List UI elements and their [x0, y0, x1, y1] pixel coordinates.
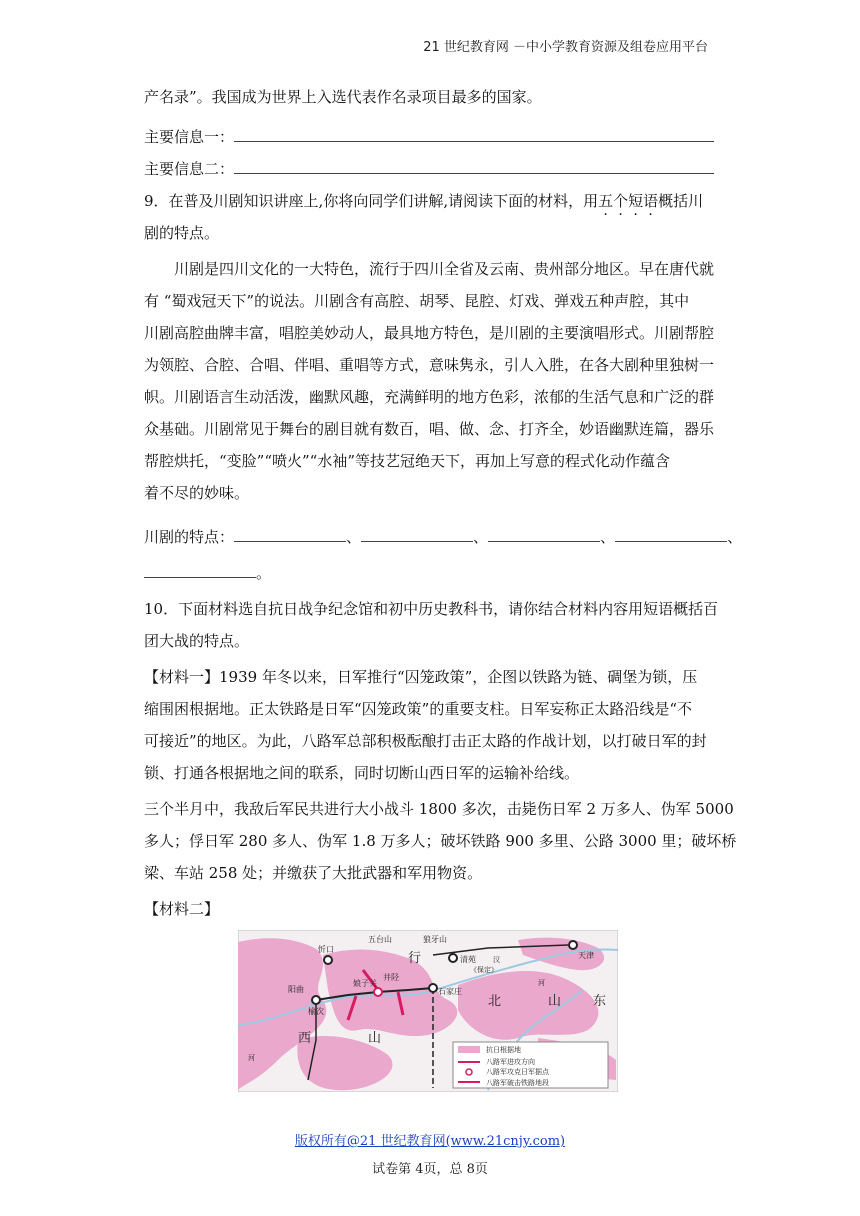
- sep: 、: [600, 528, 616, 546]
- map-label: 娘子关: [353, 979, 377, 988]
- map-label: 天津: [578, 951, 594, 960]
- map-label: 井陉: [383, 973, 399, 982]
- material-one-text: 1939 年冬以来，日军推行“囚笼政策”，企图以铁路为链、碉堡为锁，压: [219, 668, 698, 686]
- map-label: 榆次: [308, 1007, 324, 1016]
- text-line: 着不尽的妙味。: [144, 484, 250, 502]
- legend-label: 八路军攻克日军据点: [486, 1068, 549, 1076]
- text-line: 剧的特点。: [144, 224, 220, 242]
- emphasis-char: 短: [628, 192, 644, 210]
- text-line: 产名录”。我国成为世界上入选代表作名录项目最多的国家。: [144, 88, 542, 106]
- emphasis-char: 语: [643, 192, 659, 210]
- text-line: 帜。川剧语言生动活泼，幽默风趣，充满鲜明的地方色彩，浓郁的生活气息和广泛的群: [144, 388, 715, 406]
- map-label: 河: [248, 1054, 255, 1062]
- text-line: 团大战的特点。: [144, 632, 250, 650]
- features-row-2: [144, 562, 271, 583]
- text-line: 为领腔、合腔、合唱、伴唱、重唱等方式，意味隽永，引人入胜，在各大剧种里独树一: [144, 356, 715, 374]
- info-one-row: [144, 126, 714, 147]
- material-one-heading: 【材料一】: [144, 668, 220, 686]
- map-legend: [453, 1042, 608, 1088]
- feature-blank-1[interactable]: [234, 527, 346, 542]
- sep: 、: [346, 528, 362, 546]
- city-marker: [449, 954, 457, 962]
- map-label: 阳曲: [288, 985, 304, 994]
- question-9-text-end: 概括川: [658, 192, 704, 210]
- city-marker: [374, 988, 382, 996]
- text-line: 有 “蜀戏冠天下”的说法。川剧含有高腔、胡琴、昆腔、灯戏、弹戏五种声腔，其中: [144, 292, 690, 310]
- info-two-blank[interactable]: [234, 159, 714, 174]
- text-line: 帮腔烘托，“变脸”“喷火”“水袖”等技艺冠绝天下，再加上写意的程式化动作蕴含: [144, 452, 671, 470]
- map-label: 北: [488, 994, 502, 1009]
- text-line: 众基础。川剧常见于舞台的剧目就有数百，唱、做、念、打齐全，妙语幽默连篇，器乐: [144, 420, 715, 438]
- question-9-line: [144, 190, 703, 211]
- map-label: 《保定》: [470, 966, 498, 974]
- text-line: 多人；俘日军 280 多人、伪军 1.8 万多人；破坏铁路 900 多里、公路 3000 里；破坏桥: [144, 832, 737, 850]
- info-one-blank[interactable]: [234, 127, 714, 142]
- feature-blank-5[interactable]: [144, 563, 256, 578]
- text-line: 川剧是四川文化的一大特色，流行于四川全省及云南、贵州部分地区。早在唐代就: [174, 260, 715, 278]
- map-label: 狼牙山: [423, 935, 447, 944]
- map-label: 汉: [493, 956, 500, 964]
- material-two-heading: 【材料二】: [144, 900, 220, 918]
- text-line: 梁、车站 258 处；并缴获了大批武器和军用物资。: [144, 864, 483, 882]
- feature-blank-3[interactable]: [488, 527, 600, 542]
- sep: 、: [473, 528, 489, 546]
- city-marker: [324, 956, 332, 964]
- city-marker: [569, 941, 577, 949]
- map-label: 行: [408, 951, 422, 966]
- emphasis-dotted: [598, 192, 658, 210]
- emphasis-char: 个: [613, 192, 629, 210]
- material-one-line: [144, 666, 697, 687]
- info-two-row: [144, 158, 714, 179]
- city-marker: [312, 996, 320, 1004]
- legend-label: 八路军破击铁路地段: [486, 1079, 549, 1087]
- page-header: 21 世纪教育网 －中小学教育资源及组卷应用平台: [423, 40, 708, 55]
- legend-label: 抗日根据地: [486, 1046, 521, 1054]
- map-label: 五台山: [368, 935, 392, 944]
- features-row: [144, 526, 742, 547]
- text-line: 三个半月中，我敌后军民共进行大小战斗 1800 多次，击毙伤日军 2 万多人、伪军 5000: [144, 800, 734, 818]
- feature-blank-4[interactable]: [615, 527, 727, 542]
- hundred-regiments-map: [238, 930, 618, 1092]
- map-label: 山: [368, 1031, 382, 1046]
- features-label: 川剧的特点：: [144, 528, 235, 546]
- map-label: 石家庄: [438, 987, 462, 996]
- text-line: 锁、打通各根据地之间的联系，同时切断山西日军的运输补给线。: [144, 764, 580, 782]
- map-label: 清苑: [460, 955, 476, 964]
- question-10-line: 10．下面材料选自抗日战争纪念馆和初中历史教科书，请你结合材料内容用短语概括百: [144, 600, 719, 618]
- map-label: 忻口: [318, 945, 334, 954]
- text-line: 可接近”的地区。为此，八路军总部积极酝酿打击正太路的作战计划，以打破日军的封: [144, 732, 707, 750]
- emphasis-char: 五: [598, 192, 614, 210]
- period: 。: [256, 564, 272, 582]
- map-label: 西: [298, 1031, 312, 1046]
- map-label: 东: [593, 994, 607, 1009]
- text-line: 川剧高腔曲牌丰富，唱腔美妙动人，最具地方特色，是川剧的主要演唱形式。川剧帮腔: [144, 324, 715, 342]
- info-two-label: 主要信息二：: [144, 160, 235, 178]
- page-number: 试卷第 4页，总 8页: [372, 1162, 488, 1177]
- sep: 、: [727, 528, 743, 546]
- map-label: 河: [538, 979, 545, 987]
- info-one-label: 主要信息一：: [144, 128, 235, 146]
- map-label: 山: [548, 994, 562, 1009]
- legend-label: 八路军进攻方向: [486, 1058, 535, 1066]
- city-marker: [429, 984, 437, 992]
- text-line: 缩围困根据地。正太铁路是日军“囚笼政策”的重要支柱。日军妄称正太路沿线是“不: [144, 700, 693, 718]
- feature-blank-2[interactable]: [361, 527, 473, 542]
- copyright-link[interactable]: 版权所有@21 世纪教育网(www.21cnjy.com): [294, 1134, 566, 1149]
- question-9-text: 9．在普及川剧知识讲座上,你将向同学们讲解,请阅读下面的材料，用: [144, 192, 599, 210]
